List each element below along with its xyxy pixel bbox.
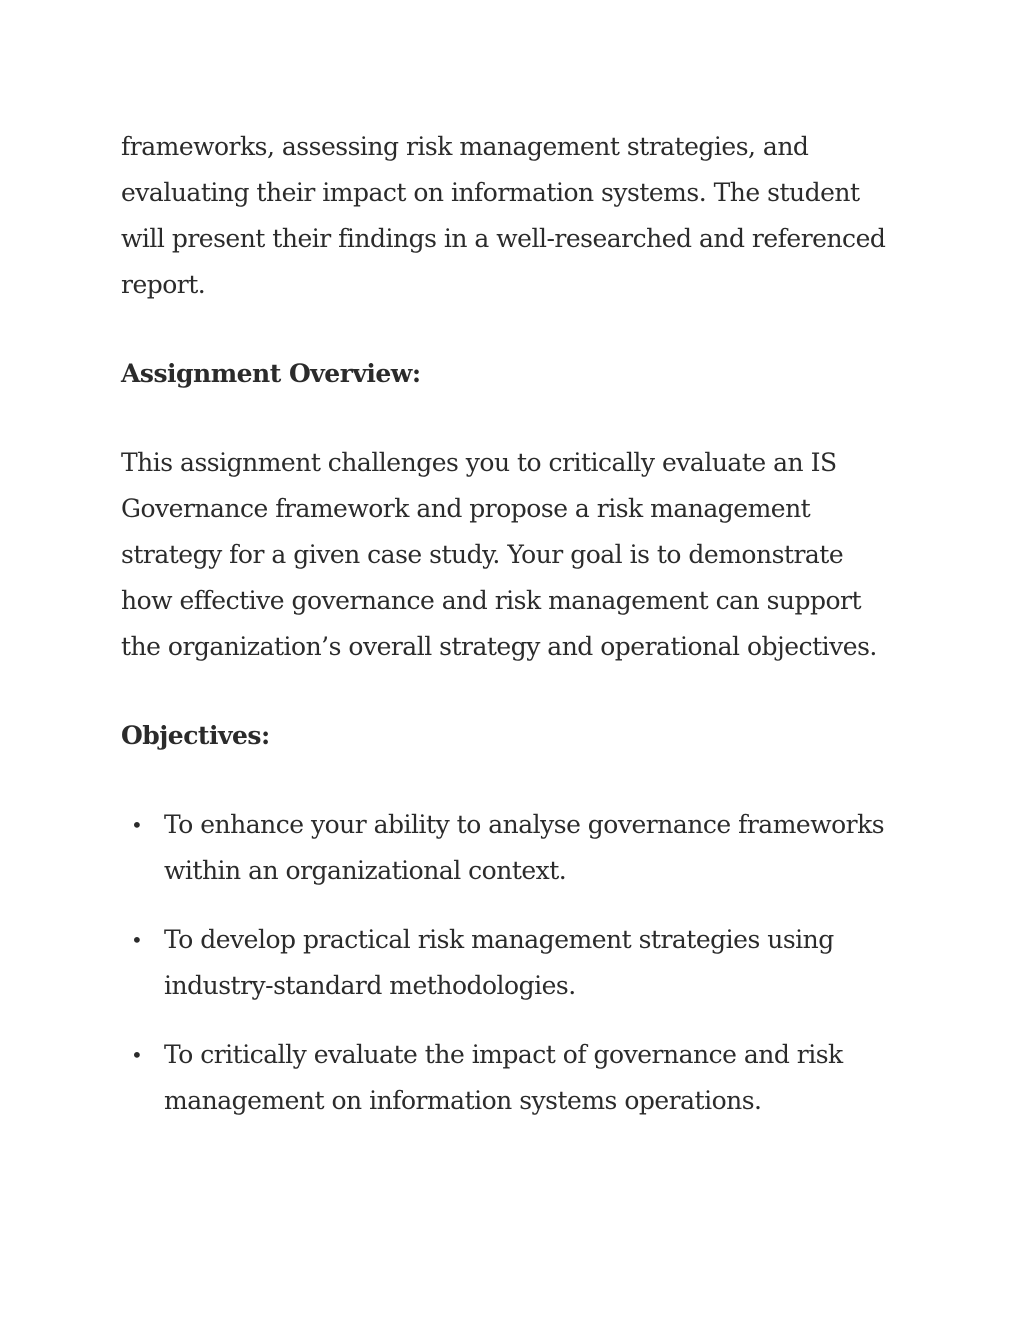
- intro-line: report.: [121, 270, 206, 299]
- objectives-heading: Objectives:: [121, 721, 270, 750]
- intro-line: evaluating their impact on information systems. The student: [121, 178, 860, 207]
- list-item-line: To enhance your ability to analyse governance frameworks: [164, 810, 885, 839]
- objectives-list: [121, 802, 911, 1124]
- list-item-line: within an organizational context.: [164, 856, 567, 885]
- bullet-icon: •: [131, 928, 143, 952]
- list-item-line: management on information systems operations.: [164, 1086, 762, 1115]
- spacer: [121, 397, 911, 440]
- overview-paragraph: [121, 440, 911, 670]
- overview-line: strategy for a given case study. Your goal is to demonstrate: [121, 540, 844, 569]
- spacer: [121, 308, 911, 351]
- spacer: [121, 759, 911, 802]
- overview-heading: Assignment Overview:: [121, 359, 421, 388]
- list-item-line: To critically evaluate the impact of governance and risk: [164, 1040, 843, 1069]
- list-item: [121, 917, 911, 1009]
- document-page: [121, 124, 911, 1147]
- spacer: [121, 670, 911, 713]
- intro-line: frameworks, assessing risk management strategies, and: [121, 132, 809, 161]
- bullet-icon: •: [131, 813, 143, 837]
- intro-paragraph: [121, 124, 911, 308]
- list-item-line: To develop practical risk management strategies using: [164, 925, 834, 954]
- overview-line: Governance framework and propose a risk management: [121, 494, 811, 523]
- list-item: [121, 1032, 911, 1124]
- overview-line: how effective governance and risk management can support: [121, 586, 862, 615]
- list-item: [121, 802, 911, 894]
- intro-line: will present their findings in a well-researched and referenced: [121, 224, 886, 253]
- bullet-icon: •: [131, 1043, 143, 1067]
- overview-line: This assignment challenges you to critically evaluate an IS: [121, 448, 837, 477]
- list-item-line: industry-standard methodologies.: [164, 971, 576, 1000]
- overview-line: the organization’s overall strategy and operational objectives.: [121, 632, 877, 661]
